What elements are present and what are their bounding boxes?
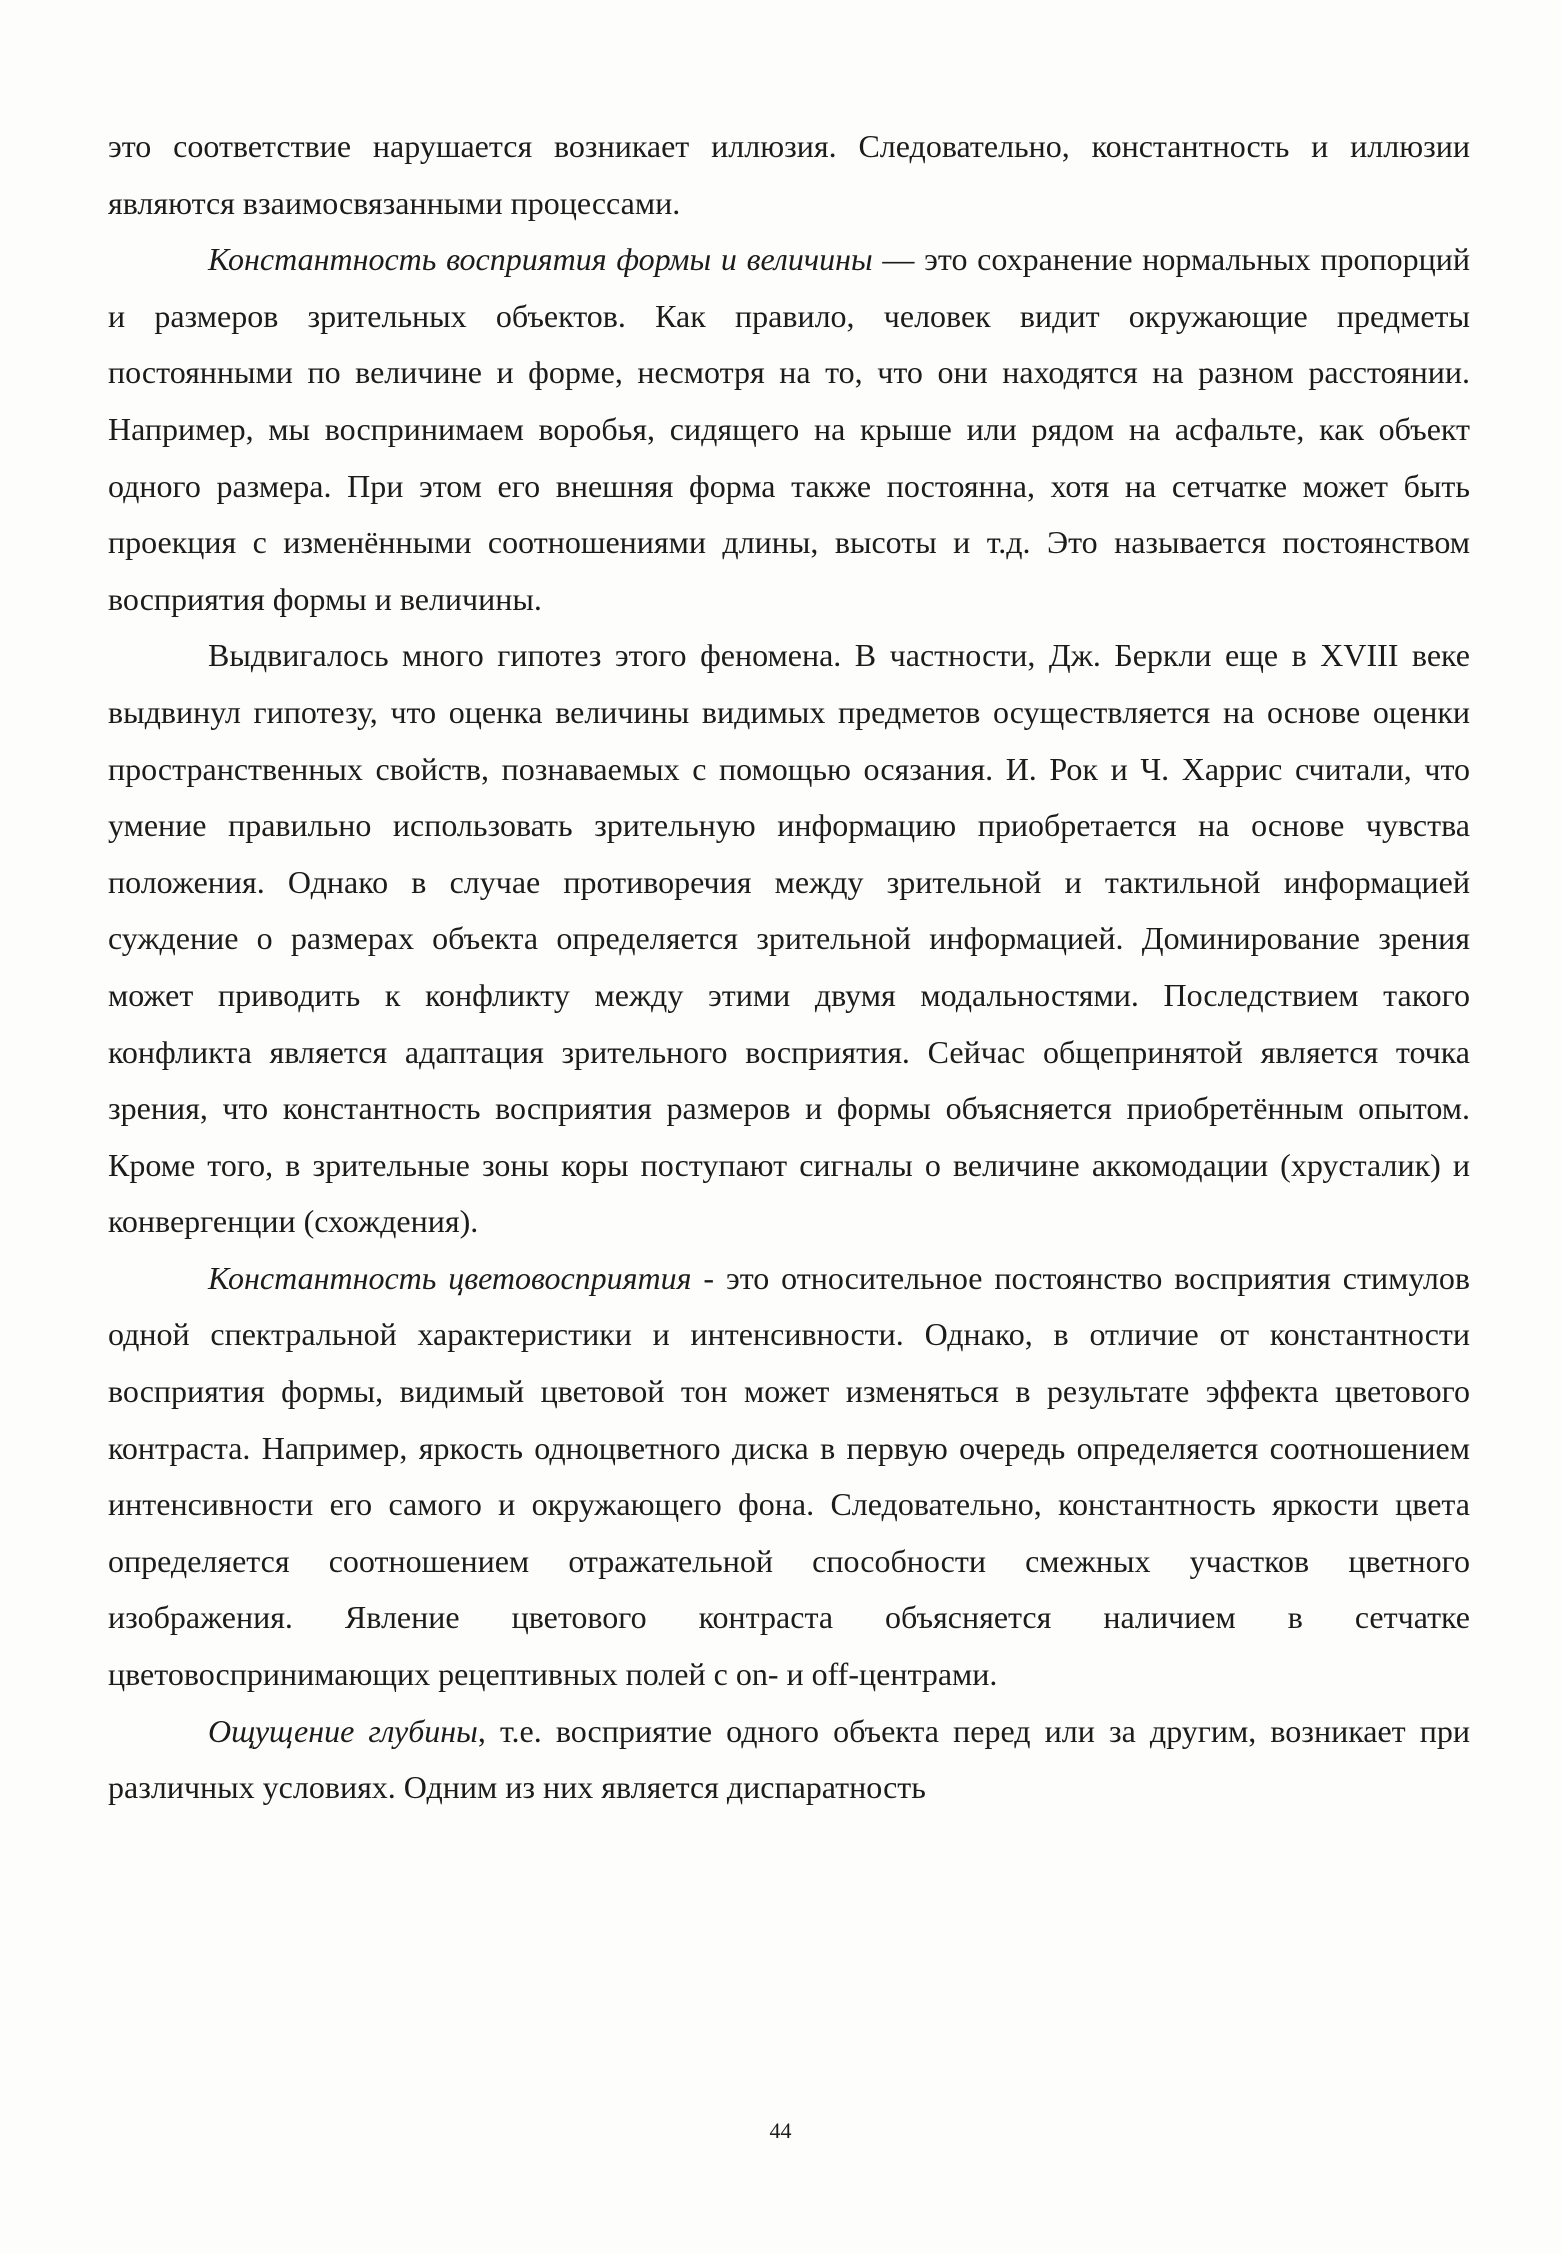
page-number: 44 (769, 2118, 792, 2143)
paragraph-5-text: , т.е. восприятие одного объекта перед или за другим, возникает при различных условиях. Одним из них является диспаратность (108, 1712, 1471, 1806)
paragraph-2-text: — это сохранение нормальных пропорций и размеров зрительных объектов. Как правило, человек видит окружающие предметы постоянными по величине и форме, несмотря на то, что они находятся на разном расстоянии. Например, мы воспринимаем воробья, сидящего на крыше или рядом на асфальте, как объект одного размера. При этом его внешняя форма также постоянна, хотя на сетчатке может быть проекция с изменёнными соотношениями длины, высоты и т.д. Это называется постоянством восприятия формы и величины. (108, 241, 1470, 617)
page-body (108, 118, 1470, 1816)
paragraph-1 (108, 118, 1470, 231)
paragraph-5-term: Ощущение глубины (208, 1712, 478, 1749)
paragraph-4-term: Константность цветовосприятия (208, 1259, 692, 1296)
paragraph-2 (108, 231, 1470, 627)
paragraph-4 (108, 1250, 1470, 1703)
paragraph-2-term: Константность восприятия формы и величины (208, 241, 873, 278)
paragraph-4-text: - это относительное постоянство восприятия стимулов одной спектральной характеристики и интенсивности. Однако, в отличие от константности восприятия формы, видимый цветовой тон может изменяться в результате эффекта цветового контраста. Например, яркость одноцветного диска в первую очередь определяется соотношением интенсивности его самого и окружающего фона. Следовательно, константность яркости цвета определяется соотношением отражательной способности смежных участков цветного изображения. Явление цветового контраста объясняется наличием в сетчатке цветовоспринимающих рецептивных полей с on- и off-центрами. (108, 1259, 1471, 1693)
paragraph-5 (108, 1703, 1470, 1816)
paragraph-3 (108, 627, 1470, 1250)
paragraph-3-text: Выдвигалось много гипотез этого феномена. В частности, Дж. Беркли еще в XVIII веке выдвинул гипотезу, что оценка величины видимых предметов осуществляется на основе оценки пространственных свойств, познаваемых с помощью осязания. И. Рок и Ч. Харрис считали, что умение правильно использовать зрительную информацию приобретается на основе чувства положения. Однако в случае противоречия между зрительной и тактильной информацией суждение о размерах объекта определяется зрительной информацией. Доминирование зрения может приводить к конфликту между этими двумя модальностями. Последствием такого конфликта является адаптация зрительного восприятия. Сейчас общепринятой является точка зрения, что константность восприятия размеров и формы объясняется приобретённым опытом. Кроме того, в зрительные зоны коры поступают сигналы о величине аккомодации (хрусталик) и конвергенции (схождения). (108, 637, 1470, 1240)
paragraph-1-text: это соответствие нарушается возникает иллюзия. Следовательно, константность и иллюзии являются взаимосвязанными процессами. (108, 128, 1470, 221)
